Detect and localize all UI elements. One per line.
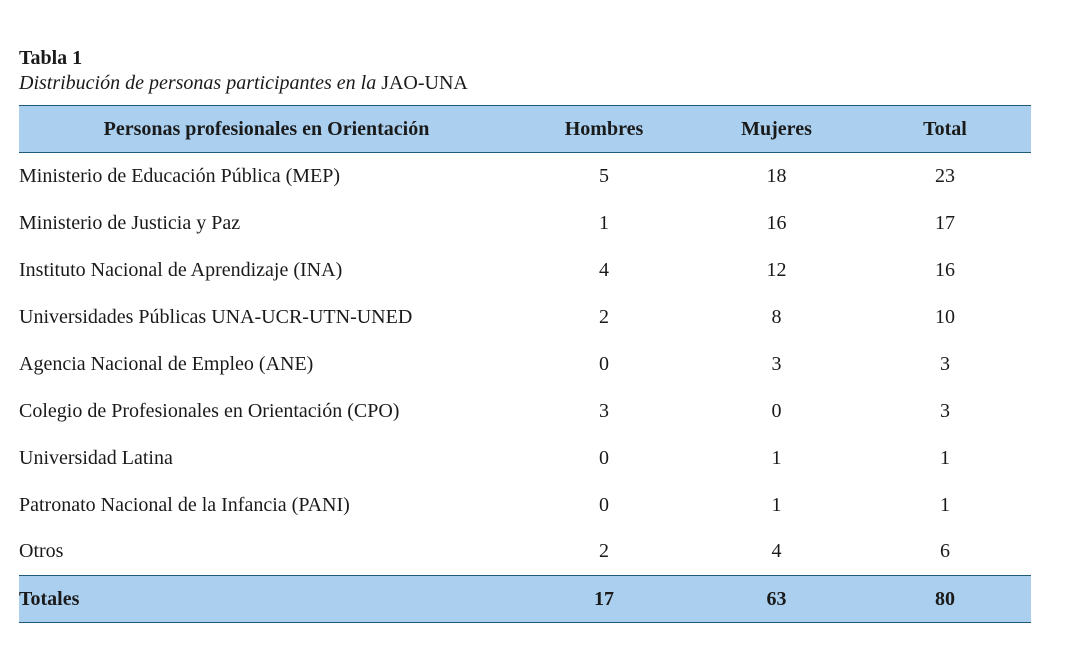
- table-row: [19, 341, 1031, 388]
- cell-men: 2: [599, 305, 609, 328]
- table-row: [19, 435, 1031, 482]
- table-row: [19, 200, 1031, 247]
- totals-women: 63: [694, 576, 859, 623]
- totals-label: Totales: [19, 576, 514, 623]
- cell-men: 1: [599, 211, 609, 234]
- table-subtitle-italic: Distribución de personas participantes en la: [19, 72, 377, 94]
- table-row: [19, 247, 1031, 294]
- table-subtitle-acronym: JAO-UNA: [381, 72, 468, 94]
- cell-total: 1: [940, 446, 950, 469]
- cell-total: 23: [935, 164, 955, 187]
- cell-men: 2: [599, 540, 609, 563]
- header-institution: Personas profesionales en Orientación: [19, 106, 514, 153]
- cell-women: 16: [766, 211, 787, 234]
- table-subtitle: [19, 72, 468, 94]
- cell-men: 0: [599, 352, 609, 375]
- cell-men: 4: [599, 258, 609, 281]
- table-header-row: [19, 106, 1031, 153]
- table-row: [19, 529, 1031, 576]
- header-total: Total: [859, 106, 1031, 153]
- participants-table: [19, 105, 1031, 623]
- cell-women: 4: [771, 540, 782, 563]
- totals-total: 80: [859, 576, 1031, 623]
- cell-men: 5: [599, 164, 609, 187]
- cell-women: 3: [771, 352, 782, 375]
- cell-institution: Otros: [19, 540, 64, 563]
- cell-institution: Agencia Nacional de Empleo (ANE): [19, 352, 314, 375]
- cell-men: 0: [599, 446, 609, 469]
- cell-women: 1: [771, 446, 782, 469]
- cell-total: 17: [935, 211, 955, 234]
- cell-men: 0: [599, 493, 609, 516]
- table-caption: [19, 44, 468, 94]
- table-label: Tabla 1: [19, 47, 83, 69]
- totals-row: [19, 576, 1031, 623]
- cell-total: 1: [940, 493, 950, 516]
- cell-women: 12: [766, 258, 787, 281]
- cell-total: 10: [935, 305, 955, 328]
- cell-total: 3: [940, 352, 950, 375]
- table-row: [19, 388, 1031, 435]
- cell-total: 16: [935, 258, 955, 281]
- cell-institution: Universidad Latina: [19, 446, 173, 469]
- table-row: [19, 294, 1031, 341]
- cell-institution: Ministerio de Justicia y Paz: [19, 211, 241, 234]
- cell-men: 3: [599, 399, 609, 422]
- cell-women: 0: [771, 399, 782, 422]
- cell-institution: Colegio de Profesionales en Orientación (CPO): [19, 399, 400, 422]
- cell-women: 1: [771, 493, 782, 516]
- cell-institution: Instituto Nacional de Aprendizaje (INA): [19, 258, 343, 281]
- totals-men: 17: [514, 576, 694, 623]
- table-row: [19, 482, 1031, 529]
- header-men: Hombres: [514, 106, 694, 153]
- cell-women: 8: [771, 305, 782, 328]
- header-women: Mujeres: [694, 106, 859, 153]
- cell-institution: Patronato Nacional de la Infancia (PANI): [19, 493, 350, 516]
- cell-institution: Ministerio de Educación Pública (MEP): [19, 164, 341, 187]
- cell-total: 6: [940, 540, 950, 563]
- cell-institution: Universidades Públicas UNA-UCR-UTN-UNED: [19, 305, 413, 328]
- cell-women: 18: [766, 164, 787, 187]
- cell-total: 3: [940, 399, 950, 422]
- table-row: [19, 153, 1031, 200]
